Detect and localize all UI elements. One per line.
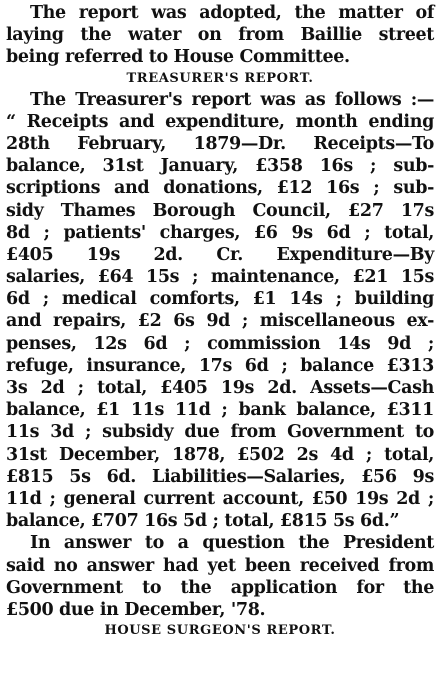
text-line: 28th February, 1879—Dr. Receipts—To — [6, 133, 434, 154]
text-line: sidy Thames Borough Council, £27 17s — [6, 200, 434, 221]
text-line: said no answer had yet been received from — [6, 555, 434, 576]
text-line: and repairs, £2 6s 9d ; miscellaneous ex- — [6, 311, 434, 332]
text-line: laying the water on from Baillie street — [6, 25, 434, 46]
paragraph-president-answer — [6, 532, 434, 621]
text-line: 3s 2d ; total, £405 19s 2d. Assets—Cash — [6, 378, 434, 398]
text-line: In answer to a question the President — [30, 533, 434, 554]
text-line: 11d ; general current account, £50 19s 2d ; — [6, 488, 434, 509]
text-line: The Treasurer's report was as follows :— — [30, 89, 434, 110]
text-line: 31st December, 1878, £502 2s 4d ; total, — [6, 444, 434, 465]
text-line: 11s 3d ; subsidy due from Government to — [6, 422, 434, 443]
paragraph-adoption — [6, 2, 434, 69]
text-line: The report was adopted, the matter of — [30, 3, 434, 23]
text-line: refuge, insurance, 17s 6d ; balance £313 — [6, 355, 434, 376]
text-line: being referred to House Committee. — [6, 47, 350, 68]
text-line: “ Receipts and expenditure, month ending — [6, 111, 434, 132]
text-line: scriptions and donations, £12 16s ; sub- — [6, 178, 434, 199]
treasurer-report-heading: TREASURER'S REPORT. — [126, 70, 314, 86]
text-line: salaries, £64 15s ; maintenance, £21 15s — [6, 267, 434, 288]
text-line: penses, 12s 6d ; commission 14s 9d ; — [6, 333, 434, 354]
text-line: balance, £707 16s 5d ; total, £815 5s 6d.” — [6, 511, 400, 532]
text-line: Government to the application for the — [6, 577, 434, 598]
text-line: £405 19s 2d. Cr. Expenditure—By — [6, 244, 434, 265]
text-line: balance, £1 11s 11d ; bank balance, £311 — [6, 400, 434, 421]
text-line: £500 due in December, '78. — [6, 599, 266, 620]
text-line: 6d ; medical comforts, £1 14s ; building — [6, 289, 434, 310]
paragraph-treasurer-report — [6, 89, 434, 533]
text-line: 8d ; patients' charges, £6 9s 6d ; total, — [6, 222, 434, 243]
text-line: £815 5s 6d. Liabilities—Salaries, £56 9s — [6, 466, 434, 487]
house-surgeon-report-heading: HOUSE SURGEON'S REPORT. — [104, 623, 336, 639]
text-line: balance, 31st January, £358 16s ; sub- — [6, 156, 434, 177]
